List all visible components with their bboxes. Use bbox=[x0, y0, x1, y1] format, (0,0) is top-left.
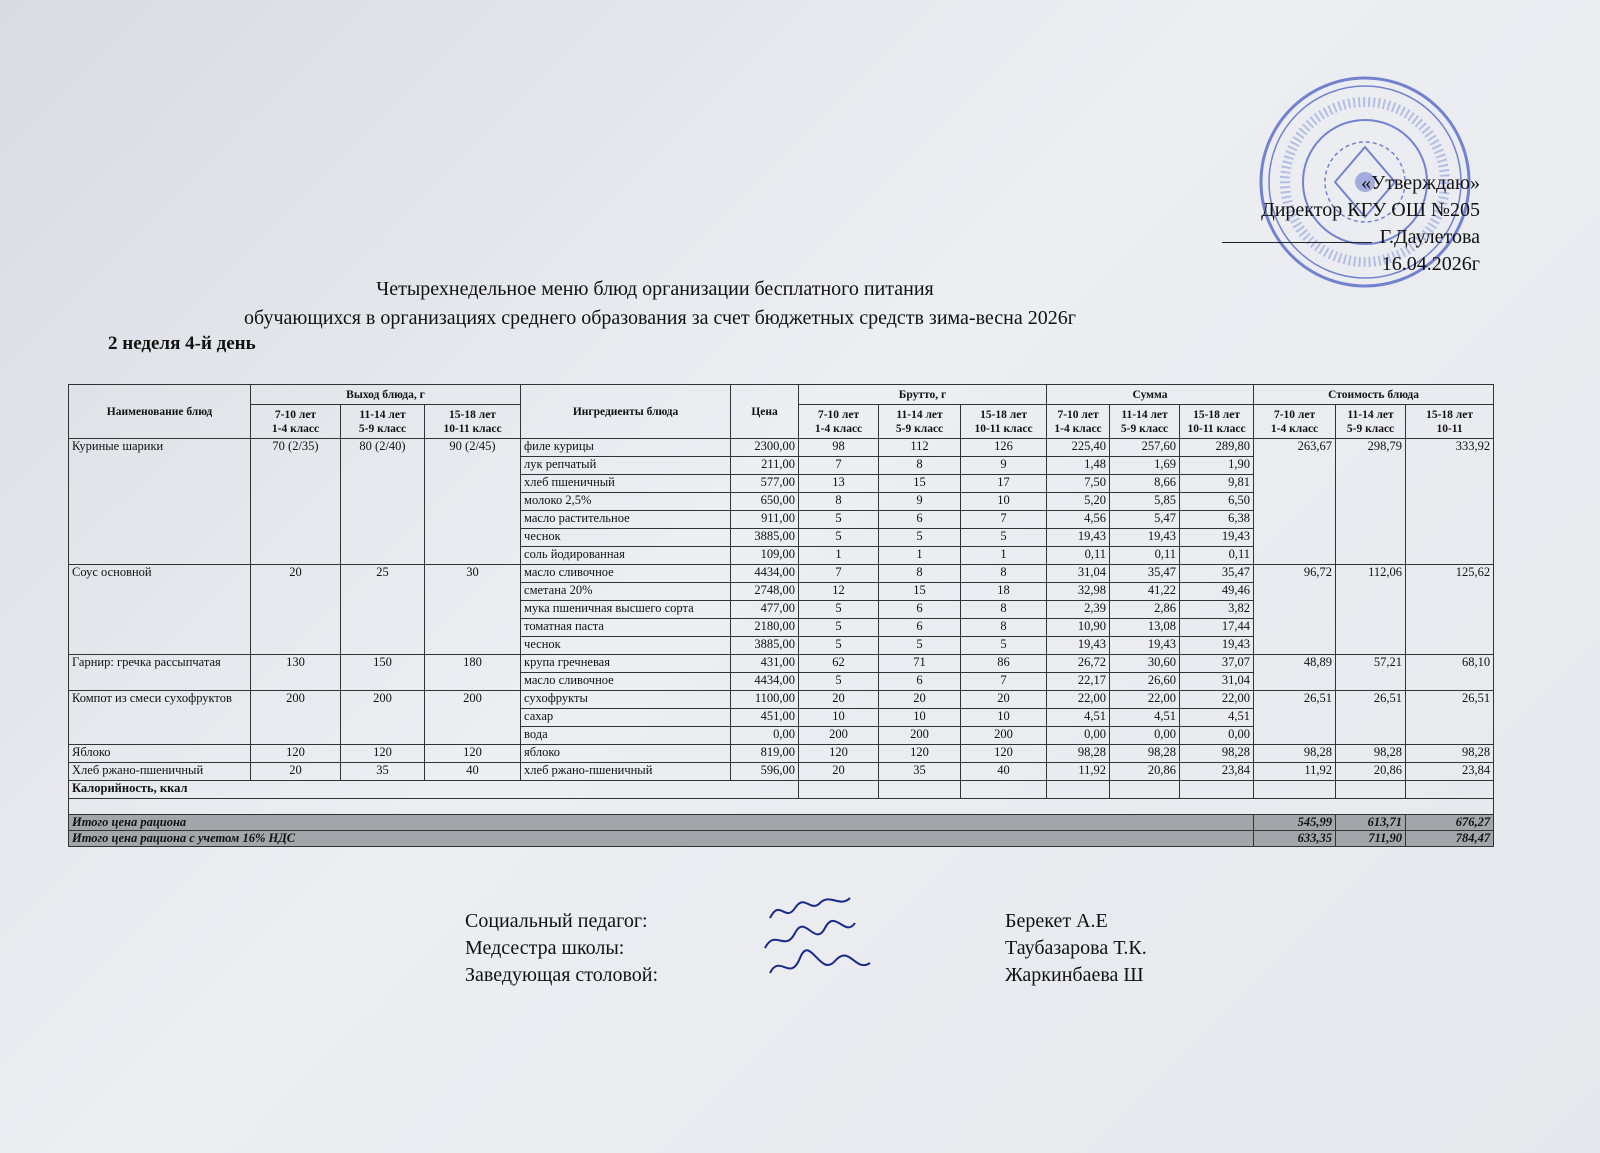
ingredient-price: 0,00 bbox=[731, 727, 799, 745]
approval-heading: «Утверждаю» bbox=[1361, 172, 1480, 194]
ingredient-gross: 120 bbox=[799, 745, 879, 763]
kcal-cell bbox=[1406, 781, 1494, 799]
ingredient-gross: 8 bbox=[961, 565, 1047, 583]
ingredient-gross: 126 bbox=[961, 439, 1047, 457]
ingredient-name: чеснок bbox=[521, 529, 731, 547]
ingredient-sum: 5,20 bbox=[1047, 493, 1110, 511]
table-row bbox=[69, 439, 1494, 457]
age-label: 7-10 лет bbox=[1273, 408, 1316, 421]
ingredient-price: 211,00 bbox=[731, 457, 799, 475]
ingredient-gross: 200 bbox=[879, 727, 961, 745]
header-price: Цена bbox=[731, 385, 799, 439]
ingredient-sum: 0,11 bbox=[1110, 547, 1180, 565]
approval-position: Директор КГУ ОШ №205 bbox=[1261, 199, 1480, 221]
age-label: 11-14 лет bbox=[896, 408, 943, 421]
ingredient-sum: 1,48 bbox=[1047, 457, 1110, 475]
ingredient-gross: 8 bbox=[961, 601, 1047, 619]
ingredient-sum: 1,90 bbox=[1180, 457, 1254, 475]
ingredient-sum: 0,11 bbox=[1047, 547, 1110, 565]
ingredient-name: чеснок bbox=[521, 637, 731, 655]
ingredient-gross: 18 bbox=[961, 583, 1047, 601]
signature-name: Таубазарова Т.К. bbox=[1005, 937, 1147, 959]
ingredient-sum: 19,43 bbox=[1110, 637, 1180, 655]
header-cost-age-1 bbox=[1254, 405, 1336, 439]
ingredient-gross: 1 bbox=[799, 547, 879, 565]
dish-cost: 98,28 bbox=[1336, 745, 1406, 763]
ingredient-gross: 17 bbox=[961, 475, 1047, 493]
ingredient-sum: 0,00 bbox=[1180, 727, 1254, 745]
ingredient-sum: 30,60 bbox=[1110, 655, 1180, 673]
signature-role: Медсестра школы: bbox=[465, 937, 625, 959]
header-cost-age-3 bbox=[1406, 405, 1494, 439]
kcal-cell bbox=[1047, 781, 1110, 799]
ingredient-price: 3885,00 bbox=[731, 637, 799, 655]
kcal-cell bbox=[1336, 781, 1406, 799]
ingredient-gross: 8 bbox=[961, 619, 1047, 637]
age-label: 11-14 лет bbox=[359, 408, 406, 421]
dish-output: 25 bbox=[341, 565, 425, 655]
signature-role: Заведующая столовой: bbox=[465, 964, 659, 986]
age-label: 7-10 лет bbox=[1057, 408, 1099, 421]
dish-cost: 26,51 bbox=[1406, 691, 1494, 745]
ingredient-sum: 35,47 bbox=[1110, 565, 1180, 583]
dish-output: 180 bbox=[425, 655, 521, 691]
ingredient-gross: 120 bbox=[961, 745, 1047, 763]
ingredient-gross: 7 bbox=[961, 673, 1047, 691]
ingredient-price: 819,00 bbox=[731, 745, 799, 763]
ingredient-gross: 200 bbox=[961, 727, 1047, 745]
header-cost: Стоимость блюда bbox=[1254, 385, 1494, 405]
ingredient-sum: 26,60 bbox=[1110, 673, 1180, 691]
ingredient-gross: 15 bbox=[879, 583, 961, 601]
ingredient-sum: 22,00 bbox=[1047, 691, 1110, 709]
header-gross: Брутто, г bbox=[799, 385, 1047, 405]
age-label: 15-18 лет bbox=[1426, 408, 1474, 421]
ingredient-price: 596,00 bbox=[731, 763, 799, 781]
kcal-cell bbox=[879, 781, 961, 799]
ingredient-name: сахар bbox=[521, 709, 731, 727]
ingredient-gross: 6 bbox=[879, 673, 961, 691]
dish-output: 200 bbox=[251, 691, 341, 745]
ingredient-name: хлеб ржано-пшеничный bbox=[521, 763, 731, 781]
dish-output: 120 bbox=[251, 745, 341, 763]
ingredient-price: 911,00 bbox=[731, 511, 799, 529]
ingredient-gross: 7 bbox=[961, 511, 1047, 529]
ingredient-name: масло сливочное bbox=[521, 565, 731, 583]
ingredient-sum: 3,82 bbox=[1180, 601, 1254, 619]
kcal-cell bbox=[1254, 781, 1336, 799]
dish-output: 90 (2/45) bbox=[425, 439, 521, 565]
ingredient-gross: 86 bbox=[961, 655, 1047, 673]
dish-cost: 11,92 bbox=[1254, 763, 1336, 781]
class-label: 1-4 класс bbox=[1054, 422, 1102, 435]
ingredient-gross: 8 bbox=[879, 457, 961, 475]
header-dish: Наименование блюд bbox=[69, 385, 251, 439]
class-label: 1-4 класс bbox=[271, 422, 320, 435]
kcal-cell bbox=[1180, 781, 1254, 799]
ingredient-sum: 31,04 bbox=[1180, 673, 1254, 691]
age-label: 15-18 лет bbox=[1193, 408, 1240, 421]
ingredient-name: крупа гречневая bbox=[521, 655, 731, 673]
title-line-1: Четырехнедельное меню блюд организации бесплатного питания bbox=[376, 278, 934, 300]
ingredient-gross: 120 bbox=[879, 745, 961, 763]
ingredient-price: 577,00 bbox=[731, 475, 799, 493]
class-label: 1-4 класс bbox=[814, 422, 863, 435]
header-output-age-3 bbox=[425, 405, 521, 439]
ingredient-gross: 20 bbox=[799, 763, 879, 781]
dish-output: 80 (2/40) bbox=[341, 439, 425, 565]
ingredient-gross: 7 bbox=[799, 457, 879, 475]
dish-cost: 333,92 bbox=[1406, 439, 1494, 565]
ingredient-gross: 5 bbox=[799, 529, 879, 547]
ingredient-sum: 22,17 bbox=[1047, 673, 1110, 691]
ingredient-sum: 19,43 bbox=[1047, 529, 1110, 547]
ingredient-gross: 62 bbox=[799, 655, 879, 673]
header-gross-age-2 bbox=[879, 405, 961, 439]
director-signature-line bbox=[1222, 226, 1372, 243]
class-label: 5-9 класс bbox=[1346, 422, 1395, 435]
ingredient-sum: 0,00 bbox=[1110, 727, 1180, 745]
ingredient-price: 4434,00 bbox=[731, 673, 799, 691]
ingredient-sum: 13,08 bbox=[1110, 619, 1180, 637]
signature-name: Берекет А.Е bbox=[1005, 910, 1108, 932]
total-value: 784,47 bbox=[1406, 831, 1494, 847]
dish-name: Хлеб ржано-пшеничный bbox=[69, 763, 251, 781]
dish-cost: 98,28 bbox=[1254, 745, 1336, 763]
ingredient-price: 431,00 bbox=[731, 655, 799, 673]
ingredient-sum: 17,44 bbox=[1180, 619, 1254, 637]
ingredient-sum: 9,81 bbox=[1180, 475, 1254, 493]
ingredient-gross: 9 bbox=[879, 493, 961, 511]
age-label: 15-18 лет bbox=[449, 408, 496, 421]
ingredient-sum: 225,40 bbox=[1047, 439, 1110, 457]
signature-name: Жаркинбаева Ш bbox=[1005, 964, 1144, 986]
ingredient-sum: 37,07 bbox=[1180, 655, 1254, 673]
ingredient-sum: 98,28 bbox=[1047, 745, 1110, 763]
class-label: 10-11 bbox=[1436, 422, 1463, 435]
ingredient-gross: 20 bbox=[799, 691, 879, 709]
age-label: 11-14 лет bbox=[1121, 408, 1168, 421]
dish-cost: 26,51 bbox=[1336, 691, 1406, 745]
ingredient-gross: 1 bbox=[879, 547, 961, 565]
total-value: 711,90 bbox=[1336, 831, 1406, 847]
menu-table bbox=[68, 384, 1494, 847]
ingredient-gross: 10 bbox=[799, 709, 879, 727]
ingredient-sum: 6,38 bbox=[1180, 511, 1254, 529]
ingredient-name: молоко 2,5% bbox=[521, 493, 731, 511]
ingredient-gross: 10 bbox=[961, 493, 1047, 511]
dish-name: Компот из смеси сухофруктов bbox=[69, 691, 251, 745]
ingredient-sum: 4,51 bbox=[1047, 709, 1110, 727]
dish-name: Куриные шарики bbox=[69, 439, 251, 565]
ingredient-name: сухофрукты bbox=[521, 691, 731, 709]
dish-cost: 48,89 bbox=[1254, 655, 1336, 691]
ingredient-sum: 22,00 bbox=[1110, 691, 1180, 709]
class-label: 10-11 класс bbox=[1187, 422, 1246, 435]
class-label: 5-9 класс bbox=[1120, 422, 1169, 435]
ingredient-sum: 98,28 bbox=[1110, 745, 1180, 763]
total-value: 613,71 bbox=[1336, 815, 1406, 831]
ingredient-sum: 8,66 bbox=[1110, 475, 1180, 493]
ingredient-price: 451,00 bbox=[731, 709, 799, 727]
total-row bbox=[69, 831, 1494, 847]
dish-cost: 263,67 bbox=[1254, 439, 1336, 565]
ingredient-gross: 5 bbox=[961, 529, 1047, 547]
header-sum-age-2 bbox=[1110, 405, 1180, 439]
ingredient-sum: 4,51 bbox=[1180, 709, 1254, 727]
dish-output: 35 bbox=[341, 763, 425, 781]
dish-cost: 125,62 bbox=[1406, 565, 1494, 655]
ingredient-gross: 12 bbox=[799, 583, 879, 601]
ingredient-sum: 2,86 bbox=[1110, 601, 1180, 619]
ingredient-gross: 15 bbox=[879, 475, 961, 493]
title-line-2: обучающихся в организациях среднего образования за счет бюджетных средств зима-весна 2026г bbox=[244, 307, 1076, 329]
ingredient-price: 109,00 bbox=[731, 547, 799, 565]
header-sum: Сумма bbox=[1047, 385, 1254, 405]
ingredient-name: яблоко bbox=[521, 745, 731, 763]
table-row bbox=[69, 565, 1494, 583]
header-gross-age-3 bbox=[961, 405, 1047, 439]
ingredient-sum: 31,04 bbox=[1047, 565, 1110, 583]
ingredient-name: филе курицы bbox=[521, 439, 731, 457]
header-output-age-2 bbox=[341, 405, 425, 439]
ingredient-name: мука пшеничная высшего сорта bbox=[521, 601, 731, 619]
header-cost-age-2 bbox=[1336, 405, 1406, 439]
ingredient-sum: 19,43 bbox=[1110, 529, 1180, 547]
ingredient-gross: 8 bbox=[799, 493, 879, 511]
ingredient-gross: 6 bbox=[879, 619, 961, 637]
header-ingredients: Ингредиенты блюда bbox=[521, 385, 731, 439]
age-label: 15-18 лет bbox=[980, 408, 1027, 421]
table-row bbox=[69, 763, 1494, 781]
ingredient-sum: 98,28 bbox=[1180, 745, 1254, 763]
dish-name: Соус основной bbox=[69, 565, 251, 655]
ingredient-price: 2180,00 bbox=[731, 619, 799, 637]
ingredient-name: масло растительное bbox=[521, 511, 731, 529]
ingredient-price: 477,00 bbox=[731, 601, 799, 619]
header-output-age-1 bbox=[251, 405, 341, 439]
ingredient-sum: 4,56 bbox=[1047, 511, 1110, 529]
header-gross-age-1 bbox=[799, 405, 879, 439]
ingredient-sum: 1,69 bbox=[1110, 457, 1180, 475]
dish-output: 120 bbox=[425, 745, 521, 763]
ingredient-sum: 19,43 bbox=[1047, 637, 1110, 655]
ingredient-name: масло сливочное bbox=[521, 673, 731, 691]
ingredient-sum: 289,80 bbox=[1180, 439, 1254, 457]
ingredient-gross: 5 bbox=[799, 601, 879, 619]
ingredient-sum: 7,50 bbox=[1047, 475, 1110, 493]
class-label: 10-11 класс bbox=[443, 422, 502, 435]
total-row bbox=[69, 815, 1494, 831]
ingredient-gross: 20 bbox=[879, 691, 961, 709]
ingredient-name: сметана 20% bbox=[521, 583, 731, 601]
ingredient-sum: 23,84 bbox=[1180, 763, 1254, 781]
dish-output: 20 bbox=[251, 565, 341, 655]
dish-cost: 96,72 bbox=[1254, 565, 1336, 655]
week-day-label: 2 неделя 4-й день bbox=[108, 333, 256, 354]
ingredient-price: 2748,00 bbox=[731, 583, 799, 601]
ingredient-name: томатная паста bbox=[521, 619, 731, 637]
ingredient-gross: 5 bbox=[961, 637, 1047, 655]
ingredient-gross: 5 bbox=[879, 637, 961, 655]
ingredient-gross: 8 bbox=[879, 565, 961, 583]
ingredient-sum: 4,51 bbox=[1110, 709, 1180, 727]
ingredient-gross: 6 bbox=[879, 601, 961, 619]
ingredient-sum: 35,47 bbox=[1180, 565, 1254, 583]
age-label: 7-10 лет bbox=[817, 408, 860, 421]
table-row bbox=[69, 691, 1494, 709]
total-value: 676,27 bbox=[1406, 815, 1494, 831]
ingredient-sum: 19,43 bbox=[1180, 637, 1254, 655]
dish-name: Яблоко bbox=[69, 745, 251, 763]
dish-cost: 26,51 bbox=[1254, 691, 1336, 745]
ingredient-gross: 35 bbox=[879, 763, 961, 781]
dish-output: 120 bbox=[341, 745, 425, 763]
class-label: 5-9 класс bbox=[895, 422, 944, 435]
ingredient-sum: 6,50 bbox=[1180, 493, 1254, 511]
ingredient-sum: 32,98 bbox=[1047, 583, 1110, 601]
kcal-row bbox=[69, 781, 1494, 799]
header-sum-age-3 bbox=[1180, 405, 1254, 439]
dish-output: 200 bbox=[341, 691, 425, 745]
ingredient-sum: 11,92 bbox=[1047, 763, 1110, 781]
ingredient-gross: 5 bbox=[799, 619, 879, 637]
ingredient-name: лук репчатый bbox=[521, 457, 731, 475]
total-value: 545,99 bbox=[1254, 815, 1336, 831]
ingredient-gross: 13 bbox=[799, 475, 879, 493]
ingredient-sum: 5,85 bbox=[1110, 493, 1180, 511]
ingredient-sum: 19,43 bbox=[1180, 529, 1254, 547]
dish-output: 30 bbox=[425, 565, 521, 655]
header-output: Выход блюда, г bbox=[251, 385, 521, 405]
ingredient-sum: 20,86 bbox=[1110, 763, 1180, 781]
dish-cost: 68,10 bbox=[1406, 655, 1494, 691]
ingredient-price: 650,00 bbox=[731, 493, 799, 511]
dish-cost: 23,84 bbox=[1406, 763, 1494, 781]
ingredient-price: 1100,00 bbox=[731, 691, 799, 709]
ingredient-sum: 26,72 bbox=[1047, 655, 1110, 673]
ingredient-gross: 5 bbox=[799, 511, 879, 529]
ingredient-sum: 49,46 bbox=[1180, 583, 1254, 601]
ingredient-sum: 41,22 bbox=[1110, 583, 1180, 601]
dish-output: 200 bbox=[425, 691, 521, 745]
dish-cost: 98,28 bbox=[1406, 745, 1494, 763]
table-row bbox=[69, 655, 1494, 673]
table-row bbox=[69, 745, 1494, 763]
dish-output: 20 bbox=[251, 763, 341, 781]
ingredient-sum: 257,60 bbox=[1110, 439, 1180, 457]
ingredient-sum: 0,00 bbox=[1047, 727, 1110, 745]
kcal-cell bbox=[961, 781, 1047, 799]
ingredient-price: 3885,00 bbox=[731, 529, 799, 547]
handwritten-signatures bbox=[760, 893, 880, 993]
approval-date: 16.04.2026г bbox=[1381, 253, 1480, 275]
ingredient-sum: 22,00 bbox=[1180, 691, 1254, 709]
approval-block bbox=[1222, 170, 1480, 278]
dish-output: 70 (2/35) bbox=[251, 439, 341, 565]
ingredient-name: соль йодированная bbox=[521, 547, 731, 565]
class-label: 10-11 класс bbox=[974, 422, 1033, 435]
spacer-cell bbox=[69, 799, 1494, 815]
ingredient-sum: 2,39 bbox=[1047, 601, 1110, 619]
kcal-cell bbox=[1110, 781, 1180, 799]
ingredient-gross: 98 bbox=[799, 439, 879, 457]
ingredient-sum: 5,47 bbox=[1110, 511, 1180, 529]
ingredient-price: 2300,00 bbox=[731, 439, 799, 457]
class-label: 1-4 класс bbox=[1270, 422, 1319, 435]
ingredient-gross: 10 bbox=[961, 709, 1047, 727]
dish-cost: 298,79 bbox=[1336, 439, 1406, 565]
ingredient-name: хлеб пшеничный bbox=[521, 475, 731, 493]
dish-output: 40 bbox=[425, 763, 521, 781]
ingredient-gross: 5 bbox=[799, 673, 879, 691]
total-label: Итого цена рациона bbox=[69, 815, 1254, 831]
ingredient-gross: 20 bbox=[961, 691, 1047, 709]
ingredient-gross: 5 bbox=[799, 637, 879, 655]
signature-role: Социальный педагог: bbox=[465, 910, 648, 932]
header-sum-age-1 bbox=[1047, 405, 1110, 439]
approval-director-name: Г.Даулетова bbox=[1379, 226, 1480, 248]
ingredient-gross: 7 bbox=[799, 565, 879, 583]
age-label: 7-10 лет bbox=[274, 408, 317, 421]
age-label: 11-14 лет bbox=[1347, 408, 1394, 421]
ingredient-gross: 6 bbox=[879, 511, 961, 529]
dish-cost: 20,86 bbox=[1336, 763, 1406, 781]
ingredient-price: 4434,00 bbox=[731, 565, 799, 583]
dish-output: 150 bbox=[341, 655, 425, 691]
dish-cost: 57,21 bbox=[1336, 655, 1406, 691]
total-value: 633,35 bbox=[1254, 831, 1336, 847]
ingredient-sum: 0,11 bbox=[1180, 547, 1254, 565]
ingredient-gross: 200 bbox=[799, 727, 879, 745]
total-label: Итого цена рациона с учетом 16% НДС bbox=[69, 831, 1254, 847]
ingredient-gross: 40 bbox=[961, 763, 1047, 781]
ingredient-name: вода bbox=[521, 727, 731, 745]
dish-output: 130 bbox=[251, 655, 341, 691]
ingredient-gross: 5 bbox=[879, 529, 961, 547]
dish-name: Гарнир: гречка рассыпчатая bbox=[69, 655, 251, 691]
dish-cost: 112,06 bbox=[1336, 565, 1406, 655]
kcal-label: Калорийность, ккал bbox=[69, 781, 799, 799]
ingredient-gross: 112 bbox=[879, 439, 961, 457]
ingredient-gross: 9 bbox=[961, 457, 1047, 475]
ingredient-sum: 10,90 bbox=[1047, 619, 1110, 637]
ingredient-gross: 10 bbox=[879, 709, 961, 727]
class-label: 5-9 класс bbox=[358, 422, 407, 435]
kcal-cell bbox=[799, 781, 879, 799]
spacer-row bbox=[69, 799, 1494, 815]
ingredient-gross: 1 bbox=[961, 547, 1047, 565]
ingredient-gross: 71 bbox=[879, 655, 961, 673]
